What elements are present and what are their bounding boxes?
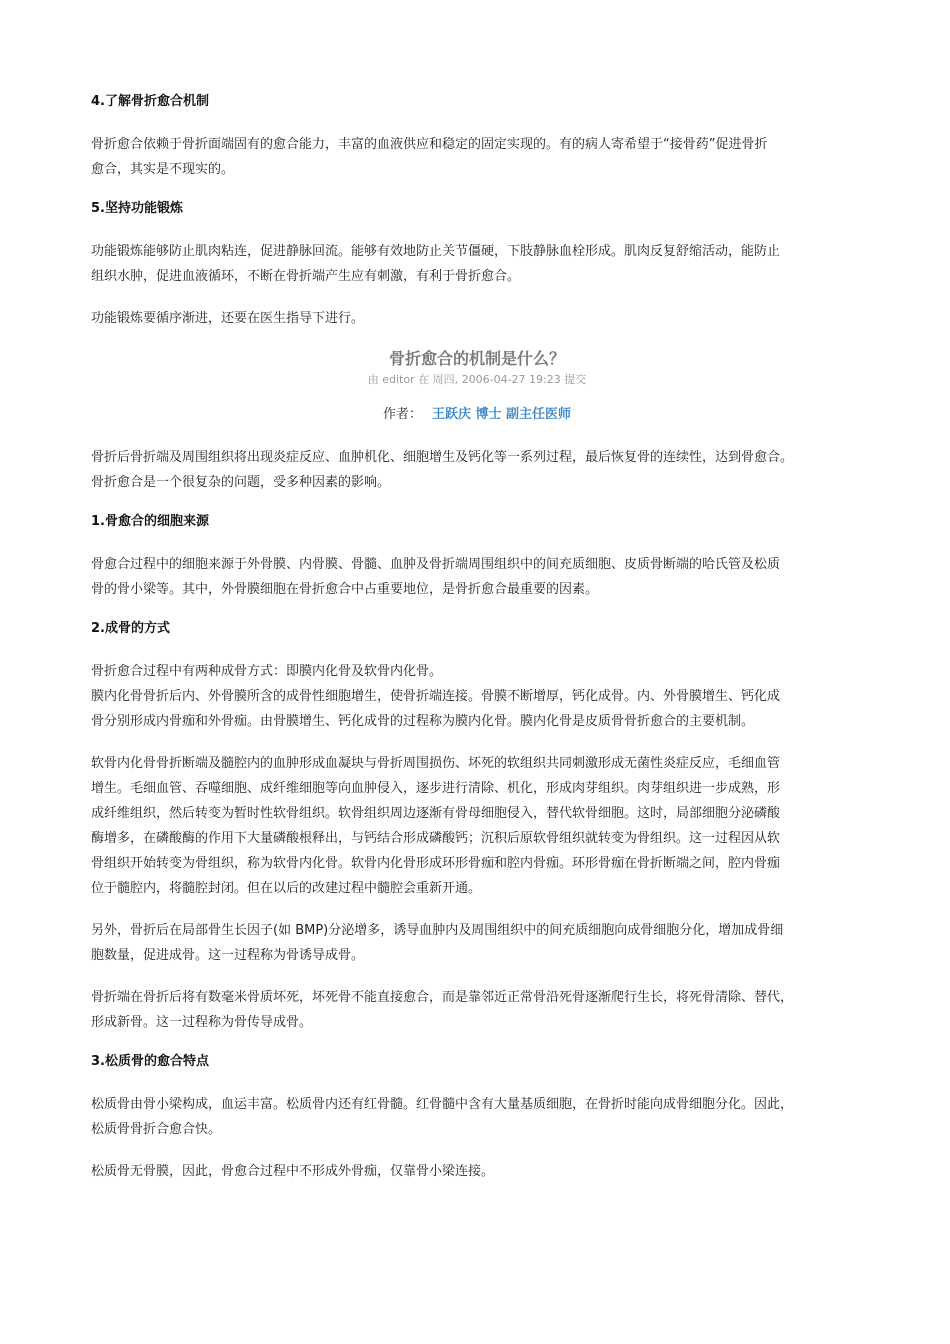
section-heading: 5.坚持功能锻炼	[91, 201, 183, 216]
paragraph: 松质骨由骨小梁构成，血运丰富。松质骨内还有红骨髓。红骨髓中含有大量基质细胞，在骨折时能向成骨细胞分化。因此， 松质骨骨折合愈合快。	[91, 1097, 794, 1137]
paragraph: 功能锻炼能够防止肌肉粘连，促进静脉回流。能够有效地防止关节僵硬，下肢静脉血栓形成。肌肉反复舒缩活动，能防止 组织水肿，促进血液循环，不断在骨折端产生应有刺激，有利于骨折愈合。	[91, 244, 781, 284]
author-name: 王跃庆 博士 副主任医师	[431, 407, 572, 422]
paragraph: 骨愈合过程中的细胞来源于外骨膜、内骨膜、骨髓、血肿及骨折端周围组织中的间充质细胞、皮质骨断端的哈氏管及松质 骨的骨小梁等。其中，外骨膜细胞在骨折愈合中占重要地位，是骨折愈合最重要的因素。	[91, 557, 781, 597]
article-title: 骨折愈合的机制是什么？	[388, 349, 565, 368]
paragraph: 功能锻炼要循序渐进，还要在医生指导下进行。	[91, 311, 365, 326]
article-author	[91, 405, 863, 425]
article-meta: 由 editor 在 周四, 2006-04-27 19:23 提交	[367, 373, 587, 386]
section-heading: 1.骨愈合的细胞来源	[91, 514, 209, 529]
section-heading: 4.了解骨折愈合机制	[91, 94, 209, 109]
paragraph: 骨折愈合依赖于骨折面端固有的愈合能力，丰富的血液供应和稳定的固定实现的。有的病人寄希望于“接骨药”促进骨折 愈合，其实是不现实的。	[91, 137, 768, 177]
section-heading: 3.松质骨的愈合特点	[91, 1054, 209, 1069]
paragraph: 骨折愈合过程中有两种成骨方式：即膜内化骨及软骨内化骨。	[91, 664, 443, 679]
section-heading: 2.成骨的方式	[91, 621, 170, 636]
paragraph: 软骨内化骨骨折断端及髓腔内的血肿形成血凝块与骨折周围损伤、坏死的软组织共同刺激形成无菌性炎症反应，毛细血管 增生。毛细血管、吞噬细胞、成纤维细胞等向血肿侵入，逐步进行清除、机化，形成肉芽组织。肉芽组织进一步成熟，形 成纤维组织，然后转变为暂时性软骨组织。软骨组织周边逐渐有骨母细胞侵入，替代软骨细胞。这时，局部细胞分泌磷酸 酶增多，在磷酸酶的作用下大量磷酸根释出，与钙结合形成磷酸钙；沉积后原软骨组织就转变为骨组织。这一过程因从软 骨组织开始转变为骨组织，称为软骨内化骨。软骨内化骨形成环形骨痂和腔内骨痂。环形骨痂在骨折断端之间，腔内骨痂 位于髓腔内，将髓腔封闭。但在以后的改建过程中髓腔会重新开通。	[91, 756, 781, 896]
paragraph: 另外，骨折后在局部骨生长因子(如 BMP)分泌增多，诱导血肿内及周围组织中的间充质细胞向成骨细胞分化，增加成骨细 胞数量，促进成骨。这一过程称为骨诱导成骨。	[91, 923, 784, 963]
paragraph: 骨折后骨折端及周围组织将出现炎症反应、血肿机化、细胞增生及钙化等一系列过程，最后恢复骨的连续性，达到骨愈合。 骨折愈合是一个很复杂的问题，受多种因素的影响。	[91, 450, 794, 490]
paragraph: 骨折端在骨折后将有数毫米骨质坏死，坏死骨不能直接愈合，而是靠邻近正常骨沿死骨逐渐爬行生长，将死骨清除、替代， 形成新骨。这一过程称为骨传导成骨。	[91, 990, 794, 1030]
document-page	[91, 92, 863, 1201]
paragraph: 松质骨无骨膜，因此，骨愈合过程中不形成外骨痂，仅靠骨小梁连接。	[91, 1164, 495, 1179]
paragraph: 膜内化骨骨折后内、外骨膜所含的成骨性细胞增生，使骨折端连接。骨膜不断增厚，钙化成骨。内、外骨膜增生、钙化成 骨分别形成内骨痂和外骨痂。由骨膜增生、钙化成骨的过程称为膜内化骨。膜内化骨是皮质骨骨折愈合的主要机制。	[91, 689, 781, 729]
author-label: 作者：	[382, 407, 422, 422]
